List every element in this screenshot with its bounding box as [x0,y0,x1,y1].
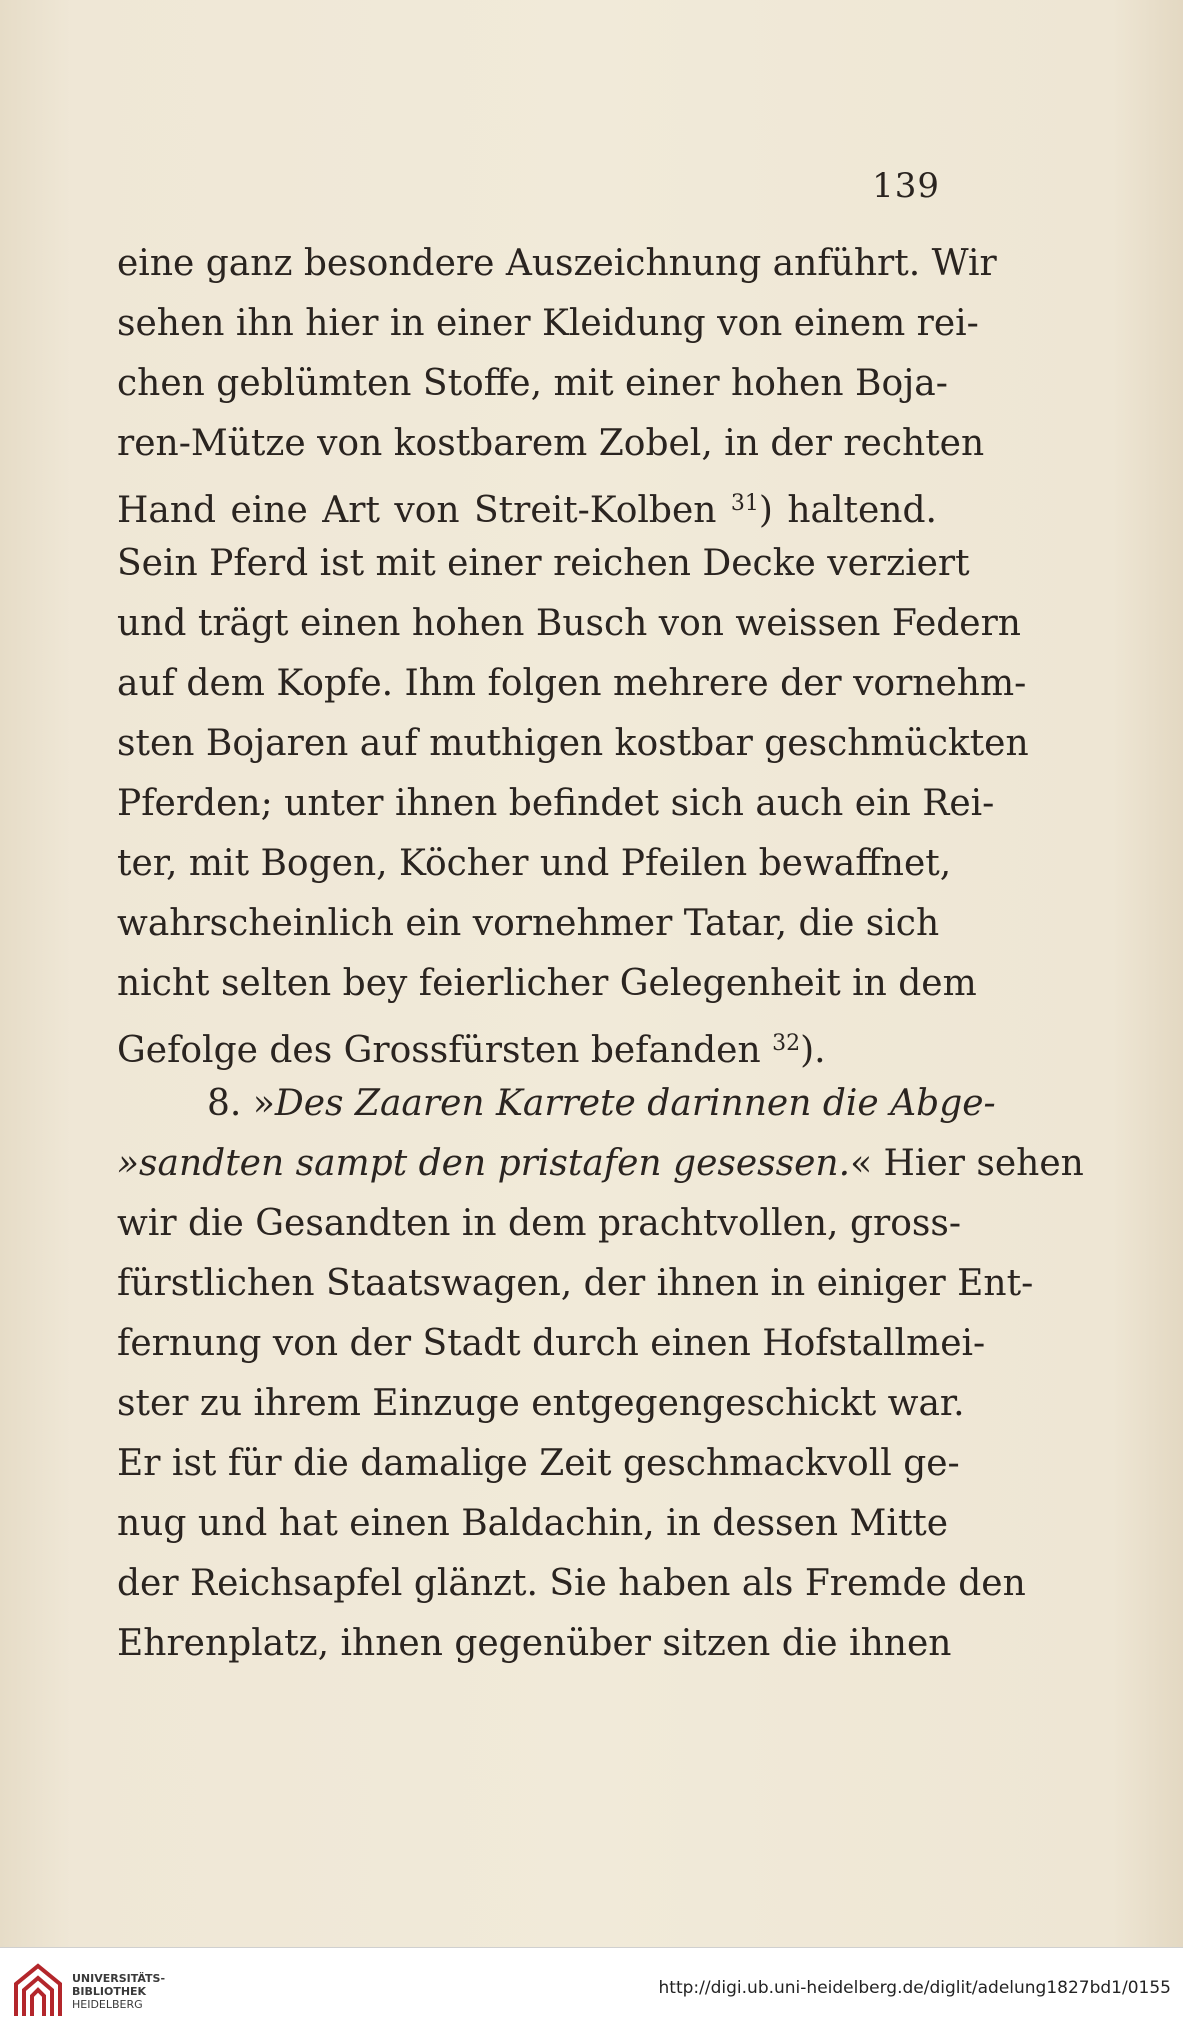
close-quote: « [850,1143,873,1184]
body-text [117,234,1084,1674]
text-segment: Hier sehen [872,1143,1084,1184]
text-line-with-footnote [117,474,937,534]
text-line: eine ganz besondere Auszeichnung anführt. Wir [117,243,997,284]
text-line: auf dem Kopfe. Ihm folgen mehrere der vornehm- [117,663,1027,704]
text-line: fürstlichen Staatswagen, der ihnen in einiger Ent- [117,1263,1034,1304]
text-segment: ) haltend. [758,490,937,531]
footer-bar [0,1947,1183,2034]
italic-title: sandten sampt den pristafen gesessen. [139,1143,851,1184]
quote-continuation-mark: » [117,1143,140,1184]
library-name-line: UNIVERSITÄTS- [72,1972,166,1985]
paragraph-number: 8. [207,1083,242,1124]
text-line: ster zu ihrem Einzuge entgegengeschickt war. [117,1383,965,1424]
text-line: Er ist für die damalige Zeit geschmackvoll ge- [117,1443,960,1484]
text-segment: Gefolge des Grossfürsten befanden [117,1030,761,1071]
text-line: ren-Mütze von kostbarem Zobel, in der rechten [117,423,985,464]
library-name [72,1972,165,2011]
text-line-with-footnote [117,1014,937,1074]
paragraph-heading-line [117,1074,996,1134]
text-line: Pferden; unter ihnen befindet sich auch ein Rei- [117,783,995,824]
text-line: nicht selten bey feierlicher Gelegenheit in dem [117,963,977,1004]
text-line: der Reichsapfel glänzt. Sie haben als Fremde den [117,1563,1026,1604]
text-line: und trägt einen hohen Busch von weissen Federn [117,603,1021,644]
text-line: ter, mit Bogen, Köcher und Pfeilen bewaffnet, [117,843,952,884]
ub-heidelberg-logo-icon [12,1962,64,2020]
text-line: sten Bojaren auf muthigen kostbar geschmückten [117,723,1029,764]
text-line [117,1134,1084,1194]
italic-title: Des Zaaren Karrete darinnen die Abge- [274,1083,996,1124]
permalink-url[interactable]: http://digi.ub.uni-heidelberg.de/diglit/adelung1827bd1/0155 [658,1978,1171,1998]
footnote-ref: 32 [772,1031,801,1056]
footnote-ref: 31 [730,491,759,516]
library-name-line: BIBLIOTHEK [72,1985,147,1998]
text-line: sehen ihn hier in einer Kleidung von einem rei- [117,303,979,344]
library-name-line: HEIDELBERG [72,1998,143,2011]
text-line: Sein Pferd ist mit einer reichen Decke verziert [117,543,970,584]
text-line: nug und hat einen Baldachin, in dessen Mitte [117,1503,949,1544]
open-quote: » [252,1083,275,1124]
text-segment: Hand eine Art von Streit-Kolben [117,490,717,531]
text-line: Ehrenplatz, ihnen gegenüber sitzen die ihnen [117,1623,952,1664]
page-number: 139 [872,166,940,206]
text-segment: ). [800,1030,826,1071]
text-line: wahrscheinlich ein vornehmer Tatar, die sich [117,903,940,944]
text-line: fernung von der Stadt durch einen Hofstallmei- [117,1323,986,1364]
text-line: wir die Gesandten in dem prachtvollen, gross- [117,1203,961,1244]
text-line: chen geblümten Stoffe, mit einer hohen Boja- [117,363,948,404]
